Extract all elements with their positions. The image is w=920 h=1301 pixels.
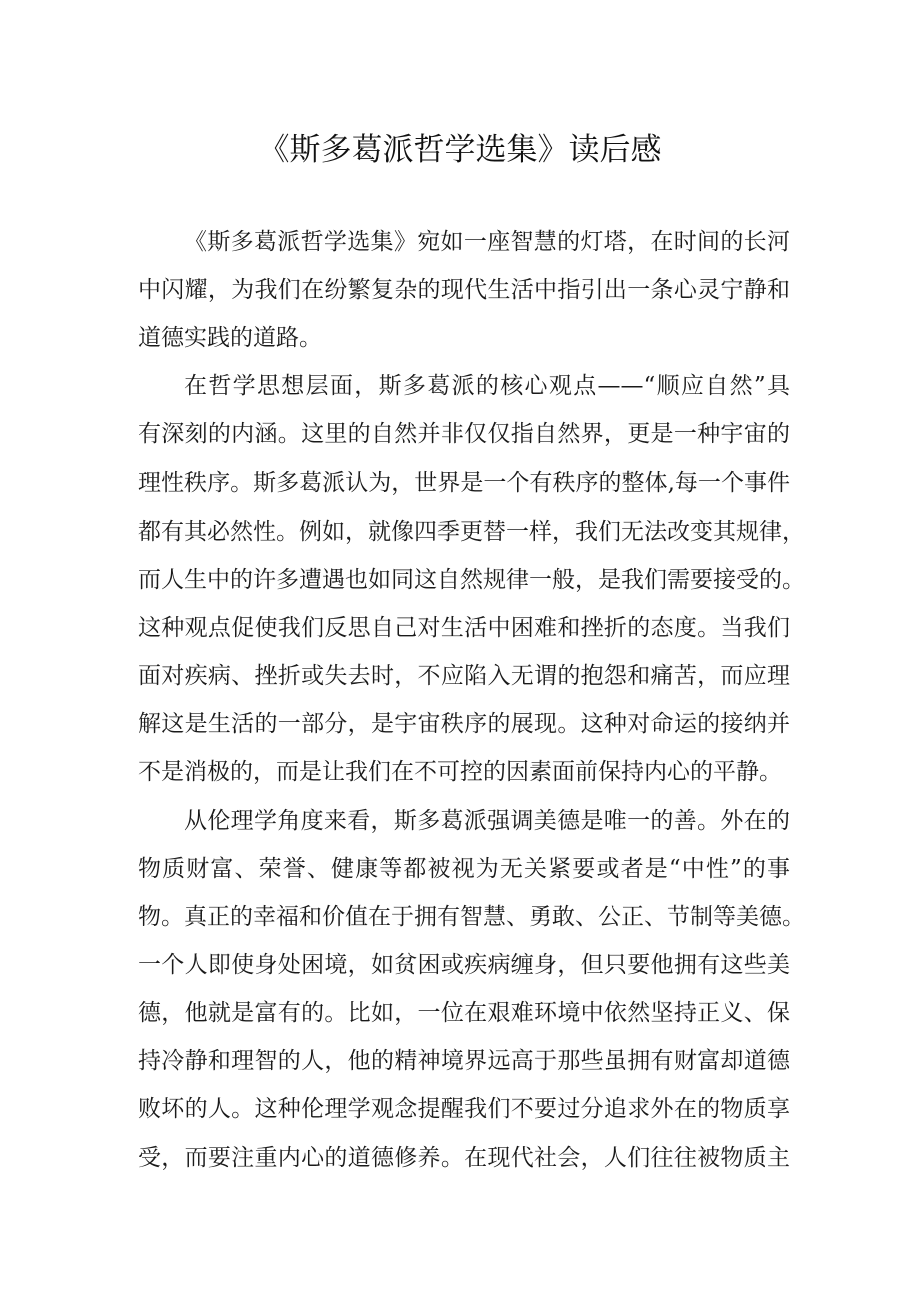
paragraph-2-line-5: 而人生中的许多遭遇也如同这自然规律一般，是我们需要接受的。 [138, 567, 805, 593]
paragraph-1-line-2: 中闪耀，为我们在纷繁复杂的现代生活中指引出一条心灵宁静和 [138, 277, 790, 303]
paragraph-2-line-3: 理性秩序。斯多葛派认为，世界是一个有秩序的整体,每一个事件 [138, 470, 790, 496]
paragraph-2-line-7: 面对疾病、挫折或失去时，不应陷入无谓的抱怨和痛苦，而应理 [138, 663, 790, 689]
paragraph-2-line-1: 在哲学思想层面，斯多葛派的核心观点——“顺应自然”具 [184, 373, 790, 399]
paragraph-3-line-8: 受，而要注重内心的道德修养。在现代社会，人们往往被物质主 [138, 1145, 790, 1171]
paragraph-3-line-4: 一个人即使身处困境，如贫困或疾病缠身，但只要他拥有这些美 [138, 952, 790, 978]
paragraph-2-line-4: 都有其必然性。例如，就像四季更替一样，我们无法改变其规律， [138, 519, 805, 545]
paragraph-1-line-1: 《斯多葛派哲学选集》宛如一座智慧的灯塔，在时间的长河 [184, 229, 790, 255]
document-title: 《斯多葛派哲学选集》读后感 [258, 132, 662, 168]
paragraph-3-line-3: 物。真正的幸福和价值在于拥有智慧、勇敢、公正、节制等美德。 [138, 904, 805, 930]
paragraph-3-line-7: 败坏的人。这种伦理学观念提醒我们不要过分追求外在的物质享 [138, 1096, 790, 1122]
paragraph-2-line-8: 解这是生活的一部分，是宇宙秩序的展现。这种对命运的接纳并 [138, 711, 790, 737]
paragraph-3-line-2: 物质财富、荣誉、健康等都被视为无关紧要或者是“中性”的事 [138, 856, 790, 882]
paragraph-2-line-9: 不是消极的，而是让我们在不可控的因素面前保持内心的平静。 [138, 759, 782, 785]
paragraph-3-line-5: 德，他就是富有的。比如，一位在艰难环境中依然坚持正义、保 [138, 1000, 790, 1026]
paragraph-3-line-1: 从伦理学角度来看，斯多葛派强调美德是唯一的善。外在的 [184, 808, 790, 834]
paragraph-3-line-6: 持冷静和理智的人，他的精神境界远高于那些虽拥有财富却道德 [138, 1048, 790, 1074]
paragraph-1-line-3: 道德实践的道路。 [138, 325, 322, 351]
paragraph-2-line-6: 这种观点促使我们反思自己对生活中困难和挫折的态度。当我们 [138, 615, 790, 641]
paragraph-2-line-2: 有深刻的内涵。这里的自然并非仅仅指自然界，更是一种宇宙的 [138, 421, 790, 447]
